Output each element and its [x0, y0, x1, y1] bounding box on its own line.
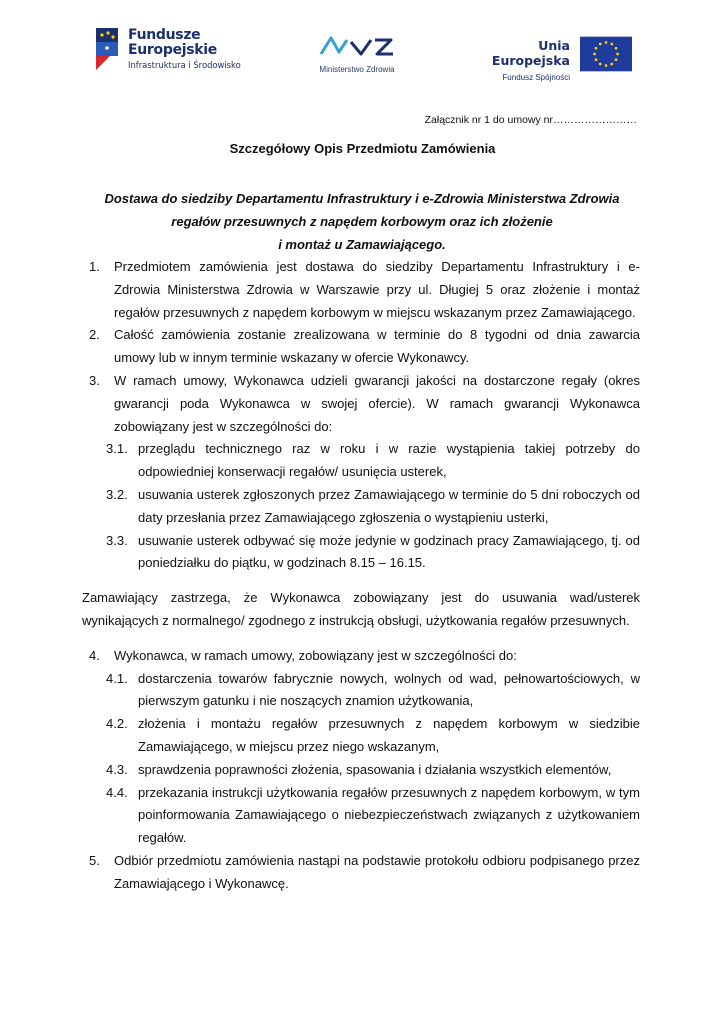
sub-list-text: usuwanie usterek odbywać się może jedynie w godzinach pracy Zamawiającego, tj. od poniedziałku do piątku, w godzinach 8.15 – 16.15. [138, 532, 640, 571]
sub-list-text: złożenia i montażu regałów przesuwnych z napędem korbowym w siedzibie Zamawiającego, w miejscu przez niego wskazanym, [138, 716, 640, 754]
sub-list-item [82, 530, 640, 576]
subtitle-line: i montaż u Zamawiającego. [278, 237, 446, 252]
subtitle-line: regałów przesuwnych z napędem korbowym oraz ich złożenie [171, 214, 553, 229]
list-item [82, 370, 640, 438]
fe-logo-line3: Infrastruktura i Środowisko [128, 60, 241, 70]
eu-flag-icon [580, 36, 632, 72]
mz-logo-caption: Ministerstwo Zdrowia [319, 65, 395, 74]
sub-list-item [82, 782, 640, 850]
fe-logo-line1: Fundusze [128, 27, 201, 43]
list-text: Całość zamówienia zostanie zrealizowana w terminie do 8 tygodni od dnia zawarcia umowy lub w innym terminie wskazany w ofercie Wykonawcy. [114, 327, 640, 366]
logo-header [92, 22, 632, 82]
sub-list-text: dostarczenia towarów fabrycznie nowych, wolnych od wad, pełnowartościowych, w pierwszym gatunku i nie noszących znamion użytkowania, [138, 670, 640, 709]
sub-list-text: usuwania usterek zgłoszonych przez Zamawiającego w terminie do 5 dni roboczych od daty przesłania przez Zamawiającego zgłoszenia o wystąpieniu usterki, [138, 486, 640, 525]
ministerstwo-zdrowia-logo [312, 34, 402, 74]
list-item [82, 850, 640, 896]
document-title: Szczegółowy Opis Przedmiotu Zamówienia [229, 141, 496, 156]
sub-list-number: 3.1. [106, 441, 128, 457]
list-number: 4. [89, 647, 100, 663]
sub-list-item [82, 484, 640, 530]
fundusze-europejskie-logo [92, 26, 241, 82]
sub-list-number: 4.1. [106, 670, 128, 686]
sub-list-number: 4.2. [106, 716, 128, 732]
unia-europejska-logo [460, 36, 632, 82]
document-subtitle [82, 187, 642, 256]
list-text: Odbiór przedmiotu zamówienia nastąpi na podstawie protokołu odbioru podpisanego przez Zamawiającego i Wykonawcę. [114, 852, 640, 891]
sub-list-number: 3.2. [106, 486, 128, 502]
list-number: 3. [89, 372, 100, 388]
list-item [82, 324, 640, 370]
sub-list-text: przekazania instrukcji użytkowania regałów przesuwnych z napędem korbowym, w tym poinformowania Zamawiającego o niebezpieczeństwach związanych z użytkowaniem regałów. [138, 784, 640, 846]
sub-list-number: 4.4. [106, 784, 128, 800]
sub-list-text: sprawdzenia poprawności złożenia, spasowania i działania wszystkich elementów, [138, 761, 612, 777]
ue-logo-line2: Fundusz Spójności [502, 73, 570, 82]
sub-list-number: 4.3. [106, 761, 128, 777]
annex-note: Załącznik nr 1 do umowy nr…………………… [424, 114, 637, 126]
fe-logo-line2: Europejskie [128, 42, 218, 58]
list-text: Przedmiotem zamówienia jest dostawa do siedziby Departamentu Infrastruktury i e-Zdrowia Ministerstwa Zdrowia w Warszawie przy ul. Długiej 5 oraz złożenie i montaż regałów przesuwnych z napędem korbowym w miejscu wskazanym przez Zamawiającego. [114, 259, 640, 320]
list-text: Wykonawca, w ramach umowy, zobowiązany jest w szczególności do: [114, 647, 517, 663]
mz-emblem-icon [317, 34, 397, 58]
sub-list-item [82, 668, 640, 714]
sub-list-item [82, 759, 640, 782]
ue-logo-line1: Unia Europejska [491, 38, 570, 68]
sub-list-item [82, 713, 640, 759]
list-number: 2. [89, 327, 100, 343]
reservation-paragraph: Zamawiający zastrzega, że Wykonawca zobowiązany jest do usuwania wad/usterek wynikających z normalnego/ zgodnego z instrukcją obsługi, użytkowania regałów przesuwnych. [82, 590, 640, 628]
list-number: 5. [89, 852, 100, 868]
subtitle-line: Dostawa do siedziby Departamentu Infrastruktury i e-Zdrowia Ministerstwa Zdrowia [104, 191, 620, 206]
list-item [82, 256, 640, 324]
list-item [82, 645, 640, 668]
document-body [82, 256, 640, 896]
sub-list-number: 3.3. [106, 532, 128, 548]
list-text: W ramach umowy, Wykonawca udzieli gwarancji jakości na dostarczone regały (okres gwarancji poda Wykonawca w swojej ofercie). W ramach gwarancji Wykonawca zobowiązany jest w szczególności do: [114, 372, 640, 434]
sub-list-text: przeglądu technicznego raz w roku i w razie wystąpienia takiej potrzeby do odpowiedniej konserwacji regałów/ usunięcia usterek, [138, 441, 640, 480]
fe-stars-flag-icon [92, 26, 122, 72]
sub-list-item [82, 438, 640, 484]
list-number: 1. [89, 259, 100, 274]
